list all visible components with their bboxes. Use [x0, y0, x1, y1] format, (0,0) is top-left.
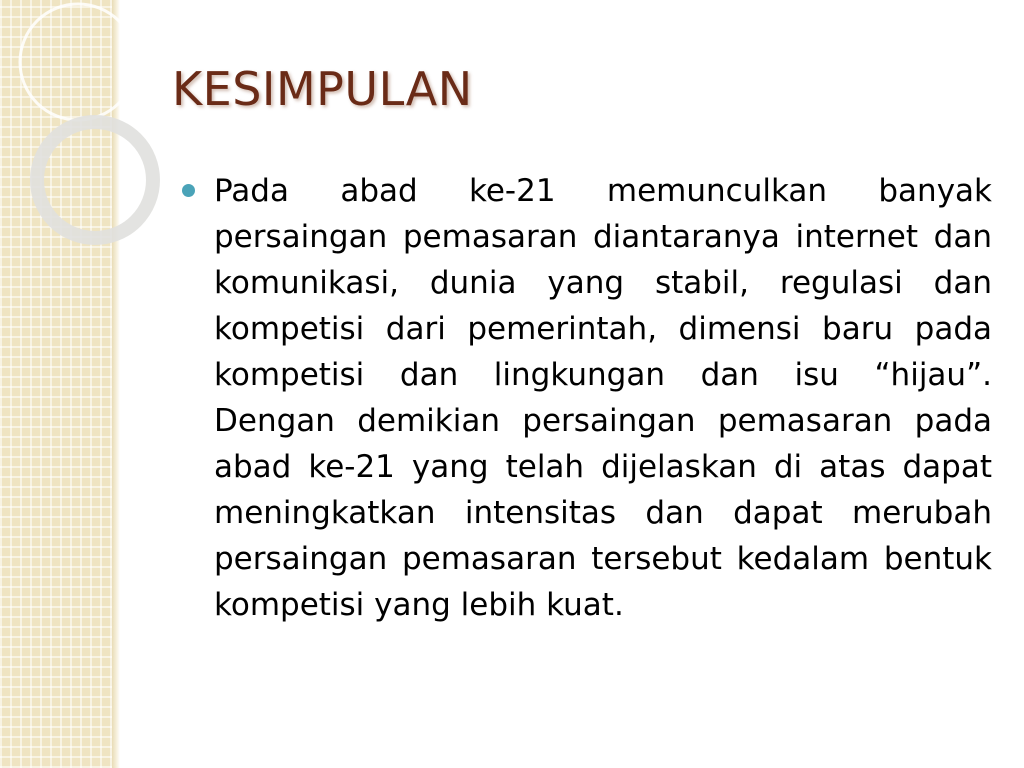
decorative-ring-lower [37, 122, 153, 238]
decorative-rings [0, 0, 160, 260]
slide-content [182, 168, 992, 628]
bullet-icon [182, 184, 195, 197]
decorative-ring-upper [20, 4, 136, 120]
bullet-text: Pada abad ke-21 memunculkan banyak persaingan pemasaran diantaranya internet dan komunikasi, dunia yang stabil, regulasi dan kompetisi dari pemerintah, dimensi baru pada kompetisi dan lingkungan dan isu “hijau”. Dengan demikian persaingan pemasaran pada abad ke-21 yang telah dijelaskan di atas dapat meningkatkan intensitas dan dapat merubah persaingan pemasaran tersebut kedalam bentuk kompetisi yang lebih kuat. [214, 173, 992, 623]
bullet-item [182, 168, 992, 628]
slide-title: KESIMPULAN [172, 62, 473, 116]
